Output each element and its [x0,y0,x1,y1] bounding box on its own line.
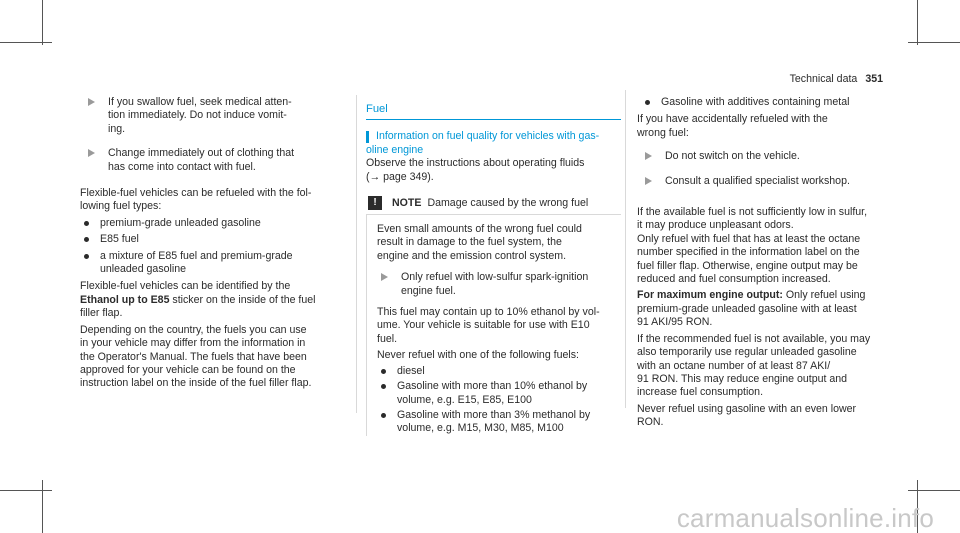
recommended-paragraph: If the recommended fuel is not available, you may also temporarily use regular unleaded gasoline with an octane number of at least 87 AKI/ 91 RON. This may reduce engine output and increase fuel consumption. [637,332,871,399]
arrow-icon [381,273,388,281]
list-item: E85 fuel [80,233,355,246]
sulfur-paragraph: If the available fuel is not sufficiently low in sulfur, it may produce unpleasant odors. [637,206,868,232]
column-divider [625,90,626,408]
sub-heading: Information on fuel quality for vehicles with gas- [366,130,621,143]
intro-paragraph: Flexible-fuel vehicles can be refueled with the fol- lowing fuel types: [80,187,312,213]
section-title: Fuel [366,103,621,120]
bullet-icon [381,369,386,374]
observe-paragraph: Observe the instructions about operating fluids (→ page 349). [366,157,621,184]
column-left [80,96,355,391]
ethanol-paragraph: This fuel may contain up to 10% ethanol by vol- ume. Your vehicle is suitable for use with E10 fuel. [377,306,600,345]
bullet-icon [645,100,650,105]
list-item: Gasoline with more than 10% ethanol by volume, e.g. E15, E85, E100 [377,380,621,407]
crop-mark [0,42,52,43]
instruction-item: Change immediately out of clothing that has come into contact with fuel. [84,147,355,174]
arrow-icon [88,98,95,106]
page-reference-link[interactable]: (→ page 349). [366,170,434,183]
crop-mark [0,490,52,491]
bullet-icon [84,221,89,226]
fuel-type-list [80,217,355,277]
max-output-label: For maximum engine output: [637,289,783,302]
crop-mark [908,490,960,491]
crop-mark [917,0,918,45]
sub-heading-continued: oline engine [366,143,424,156]
country-paragraph: Depending on the country, the fuels you can use in your vehicle may differ from the information in the Operator's Manual. The fuels that have been approved for your vehicle can be found on the instruction label on the inside of the fuel filler flap. [80,323,312,390]
arrow-icon [88,149,95,157]
accident-paragraph: If you have accidentally refueled with the wrong fuel: [637,113,828,139]
watermark: carmanualsonline.info [676,502,934,533]
page-number: 351 [865,73,883,85]
bullet-icon [84,237,89,242]
instruction-item: Only refuel with low-sulfur spark-ignition engine fuel. [377,271,621,298]
forbidden-fuel-list [377,365,621,436]
note-title: Damage caused by the wrong fuel [427,197,589,210]
instruction-item: Consult a qualified specialist workshop. [641,175,882,188]
heading-bar [366,131,369,143]
bullet-icon [84,254,89,259]
identification-paragraph: Flexible-fuel vehicles can be identified by the Ethanol up to E85 sticker on the inside of the fuel filler flap. [80,280,316,320]
never-refuel-text: Never refuel with one of the following fuels: [377,349,579,362]
bullet-icon [381,384,386,389]
list-item: premium-grade unleaded gasoline [80,217,355,230]
note-box [366,193,621,436]
max-output-paragraph: For maximum engine output: Only refuel using premium-grade unleaded gasoline with at least 91 AKI/95 RON. [637,289,866,329]
never-paragraph: Never refuel using gasoline with an even lower RON. [637,402,857,429]
arrow-icon [645,152,652,160]
sticker-name: Ethanol up to E85 [80,293,170,306]
crop-mark [908,42,960,43]
arrow-icon [645,177,652,185]
list-item: Gasoline with additives containing metal [641,96,882,109]
warning-icon: ! [368,196,382,210]
header-title: Technical data [789,73,858,85]
column-middle [366,103,621,436]
instruction-item: If you swallow fuel, seek medical atten- tion immediately. Do not induce vomit- ing. [84,96,355,136]
bullet-icon [381,413,386,418]
note-label: NOTE [392,197,422,210]
note-header [366,193,621,215]
note-body: Even small amounts of the wrong fuel could result in damage to the fuel system, the engine and the emission control system. Only refuel with low-sulfur spark-ignition engine fuel. This fuel may contain up to 10% ethanol by vol- ume. Your vehicle is suitable for use with E10 fuel. Never refuel with one of the following fuels: diesel Gasoline with more than 10% ethanol by volume, e.g. E15, E85, E100 Gasoline with more than 3% methanol by volume, e.g. M15, M30, M85, M100 [366,215,621,436]
list-item: Gasoline with more than 3% methanol by volume, e.g. M15, M30, M85, M100 [377,409,621,436]
instruction-item: Do not switch on the vehicle. [641,150,882,163]
crop-mark [42,0,43,45]
column-right [637,96,882,430]
crop-mark [42,480,43,533]
list-item: a mixture of E85 fuel and premium-grade unleaded gasoline [80,250,355,277]
column-divider [356,95,357,413]
octane-paragraph: Only refuel with fuel that has at least the octane number specified in the information label on the fuel filler flap. Otherwise, engine output may be reduced and fuel consumption increased. [637,232,861,286]
page-header [790,73,883,86]
list-item: diesel [377,365,621,378]
